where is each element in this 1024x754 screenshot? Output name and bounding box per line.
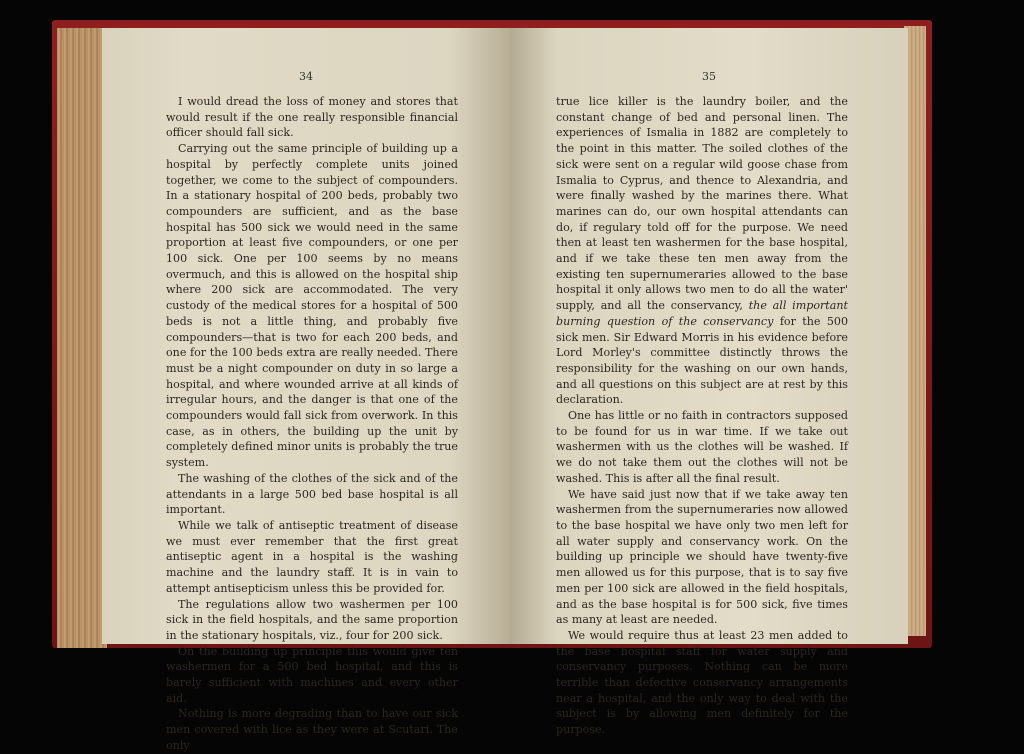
paragraph: We have said just now that if we take away ten washermen from the supernumeraries now allowed to the base hospital we have only two men left for all water supply and conservancy work. On the building up principle we should have twenty-five men allowed us for this purpose, that is to say five men per 100 sick are allowed in the field hospitals, and as the base hospital is for 500 sick, five times as many at least are needed.	[556, 487, 848, 627]
paragraph: One has little or no faith in contractors supposed to be found for us in war time. If we take out washermen with us the clothes will be washed. If we do not take them out the clothes will not be washed. This is after all the final result.	[556, 409, 848, 485]
right-page	[510, 28, 908, 737]
paragraph: Carrying out the same principle of building up a hospital by perfectly complete units joined together, we come to the subject of compounders. In a stationary hospital of 200 beds, probably two compounders are sufficient, and as the base hospital has 500 sick we would need in the same proportion at least five compounders, or one per 100 sick. One per 100 seems by no means overmuch, and this is allowed on the hospital ship where 200 sick are accommodated. The very custody of the medical stores for a hospital of 500 beds is not a little thing, and probably five compounders—that is two for each 200 beds, and one for the 100 beds extra are really needed. There must be a night compounder on duty in so large a hospital, and where wounded arrive at all kinds of irregular hours, and the danger is that one of the compounders would fall sick from overwork. In this case, as in others, the building up the unit by completely defined minor units is probably the true system.	[166, 142, 458, 470]
italic-phrase: the all important burning question of the conservancy	[556, 299, 848, 328]
page-edges-left	[57, 28, 107, 648]
paragraph-text: for the 500 sick men. Sir Edward Morris in his evidence before Lord Morley's committee distinctly throws the responsibility for the washing on our own hands, and all questions on this subject are at rest by this declaration.	[556, 314, 849, 407]
paragraph: On the building up principle this would give ten washermen for a 500 bed hospital, and this is barely sufficient with machines and every other aid.	[166, 644, 458, 705]
paragraph: While we talk of antiseptic treatment of disease we must ever remember that the first great antiseptic agent in a hospital is the washing machine and the laundry staff. It is in vain to attempt antisepticism unless this be provided for.	[166, 518, 458, 595]
page-text	[556, 94, 848, 738]
paragraph: I would dread the loss of money and stores that would result if the one really responsible financial officer should fall sick.	[166, 95, 458, 140]
paragraph: Nothing is more degrading than to have our sick men covered with lice as they were at Scutari. The only	[166, 707, 458, 752]
page-text	[166, 94, 458, 754]
paragraph-text: true lice killer is the laundry boiler, and the constant change of bed and personal linen. The experiences of Ismalia in 1882 are completely to the point in this matter. The soiled clothes of the sick were sent on a regular wild goose chase from Ismalia to Cyprus, and thence to Alexandria, and were finally washed by the marines there. What marines can do, our own hospital attendants can do, if regulary told off for the purpose. We need then at least ten washermen for the base hospital, and if we take these ten men away from the existing ten supernumeraries allowed to the base hospital it only allows two men to do all the water' supply, and all the conservancy,	[556, 95, 848, 313]
page-number: 35	[702, 70, 716, 83]
paragraph	[556, 94, 848, 408]
page-number: 34	[299, 70, 313, 83]
paragraph: We would require thus at least 23 men added to the base hospital staff for water supply and conservancy purposes. Nothing can be more terrible than defective conservancy arrangements near a hospital, and the only way to deal with the subject is by allowing men definitely for the purpose.	[556, 628, 848, 737]
paragraph: The regulations allow two washermen per 100 sick in the field hospitals, and the same proportion in the stationary hospitals, viz., four for 200 sick.	[166, 597, 458, 642]
paragraph: The washing of the clothes of the sick and of the attendants in a large 500 bed base hospital is all important.	[166, 471, 458, 517]
left-page	[102, 28, 510, 752]
